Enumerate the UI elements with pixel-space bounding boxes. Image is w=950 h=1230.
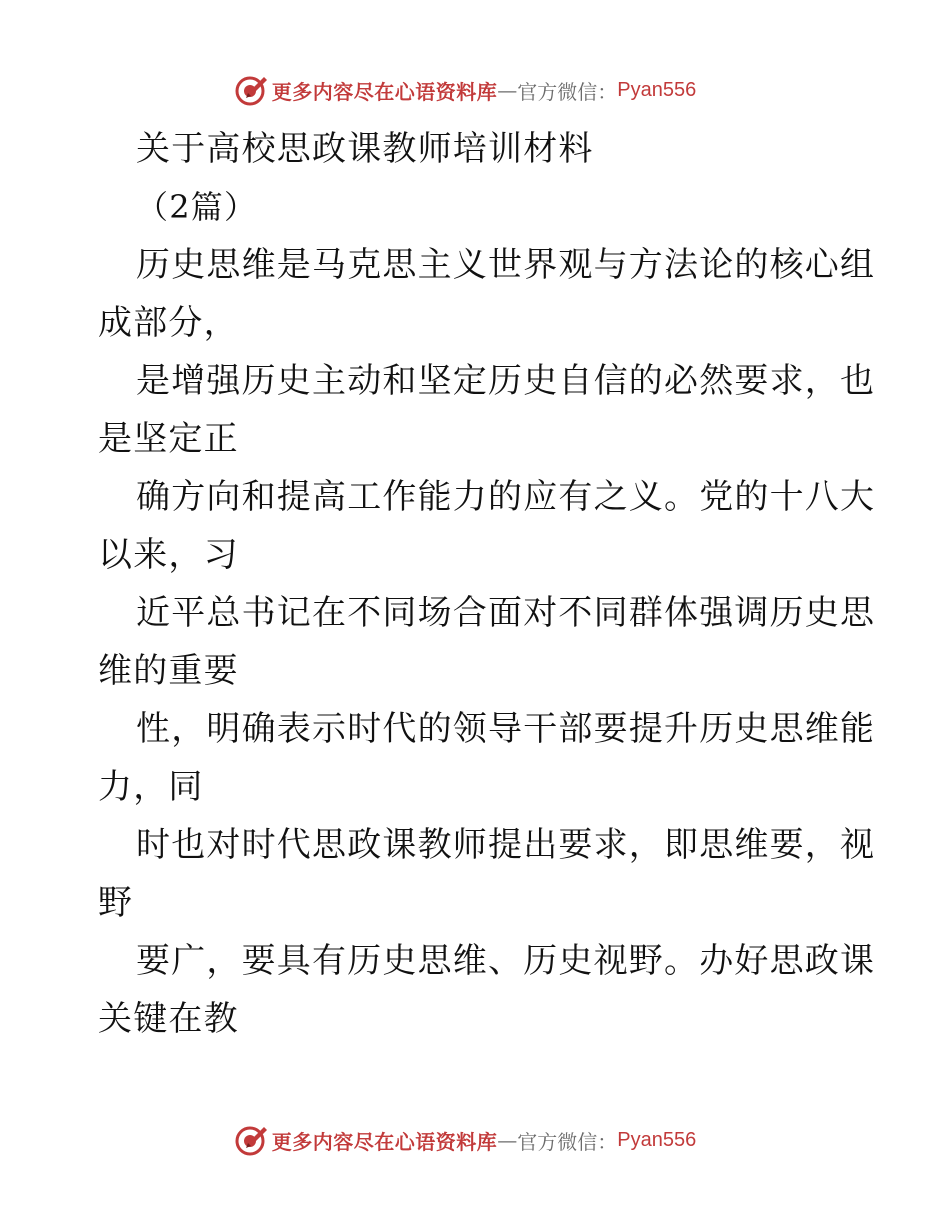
- paragraph-line: 野: [98, 883, 134, 923]
- pen-logo-icon: [234, 73, 268, 107]
- paragraph-line: 力，同: [98, 767, 204, 807]
- paragraph-line: 是坚定正: [98, 419, 239, 459]
- banner-main-text: 更多内容尽在心语资料库: [271, 1129, 498, 1154]
- banner-handle: Pyan556: [617, 1128, 697, 1151]
- banner-label: 官方微信：: [517, 1129, 618, 1154]
- banner-separator: —: [497, 78, 518, 102]
- paragraph-line: 维的重要: [98, 651, 239, 691]
- paragraph-line: 确方向和提高工作能力的应有之义。党的十八大: [136, 477, 876, 517]
- footer-watermark-inner: [234, 1123, 696, 1157]
- paragraph-line: 要广，要具有历史思维、历史视野。办好思政课: [136, 941, 876, 981]
- paragraph-line: 近平总书记在不同场合面对不同群体强调历史思: [136, 593, 876, 633]
- document-subtitle: （2篇）: [136, 188, 258, 226]
- header-watermark-inner: [234, 73, 696, 107]
- paragraph-line: 性，明确表示时代的领导干部要提升历史思维能: [136, 709, 876, 749]
- banner-main-text: 更多内容尽在心语资料库: [271, 79, 498, 104]
- paragraph-line: 时也对时代思政课教师提出要求，即思维要，视: [136, 825, 876, 865]
- paragraph-line: 关键在教: [98, 999, 239, 1039]
- paragraph-line: 以来，习: [98, 535, 239, 575]
- paragraph-line: 成部分，: [98, 303, 239, 343]
- header-watermark: [0, 70, 950, 110]
- banner-label: 官方微信：: [517, 79, 618, 104]
- document-title: 关于高校思政课教师培训材料: [136, 129, 594, 169]
- banner-separator: —: [497, 1128, 518, 1152]
- document-body: [98, 120, 876, 1048]
- banner-handle: Pyan556: [617, 78, 697, 101]
- footer-watermark: [0, 1120, 950, 1160]
- paragraph-line: 历史思维是马克思主义世界观与方法论的核心组: [136, 245, 876, 285]
- paragraph-line: 是增强历史主动和坚定历史自信的必然要求，也: [136, 361, 876, 401]
- pen-logo-icon: [234, 1123, 268, 1157]
